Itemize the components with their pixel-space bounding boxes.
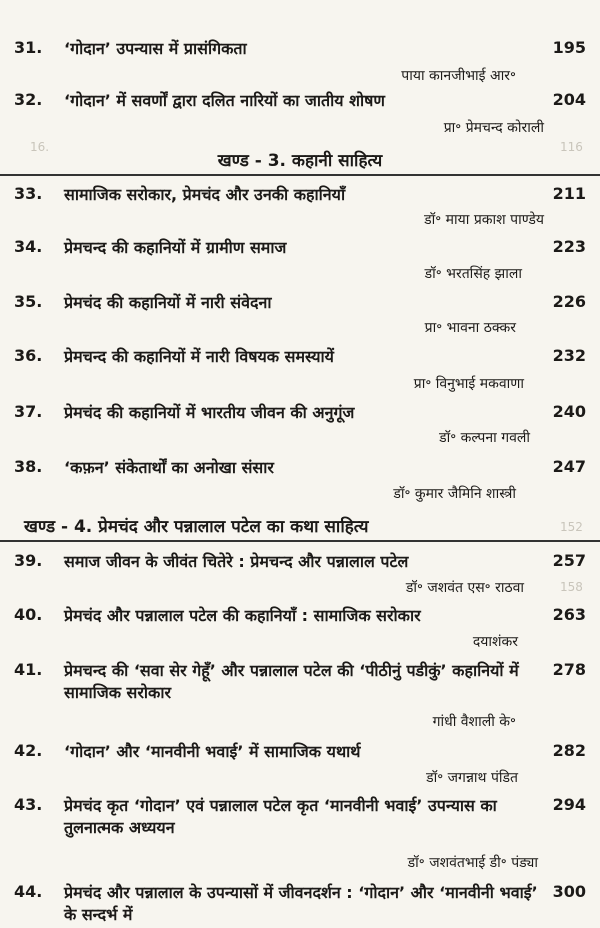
entry-title: ‘गोदान’ में सवर्णों द्वारा दलित नारियों का जातीय शोषण (64, 91, 385, 110)
bleed-through-text: 116 (560, 140, 583, 154)
entry-author: डॉ॰ कुमार जैमिनि शास्त्री (393, 486, 516, 502)
entry-number: 33. (14, 184, 43, 203)
bleed-through-text: 16. (30, 140, 50, 154)
entry-number: 38. (14, 457, 43, 476)
entry-page: 226 (552, 292, 586, 311)
entry-page: 204 (552, 90, 586, 109)
entry-number: 37. (14, 402, 43, 421)
entry-number: 42. (14, 741, 43, 760)
entry-page: 278 (552, 660, 586, 679)
entry-number: 44. (14, 882, 43, 901)
entry-number: 31. (14, 38, 43, 57)
entry-title: प्रेमचंद कृत ‘गोदान’ एवं पन्नालाल पटेल कृत ‘मानवीनी भवाई’ उपन्यास का तुलनात्मक अध्ययन (64, 796, 497, 837)
entry-page: 195 (552, 38, 586, 57)
entry-number: 35. (14, 292, 43, 311)
section-heading: खण्ड - 4. प्रेमचंद और पन्नालाल पटेल का कथा साहित्य (0, 514, 600, 542)
entry-number: 34. (14, 237, 43, 256)
entry-title: प्रेमचंद और पन्नालाल पटेल की कहानियाँ : सामाजिक सरोकार (64, 606, 421, 625)
entry-page: 211 (552, 184, 586, 203)
entry-number: 40. (14, 605, 43, 624)
entry-title: प्रेमचंद की कहानियों में भारतीय जीवन की अनुगूंज (64, 403, 355, 422)
entry-title: सामाजिक सरोकार, प्रेमचंद और उनकी कहानियाँ (64, 185, 346, 204)
entry-page: 240 (552, 402, 586, 421)
entry-author: डॉ॰ भरतसिंह झाला (424, 266, 522, 282)
entry-page: 232 (552, 346, 586, 365)
entry-author: गांधी वैशाली के॰ (432, 714, 516, 730)
entry-page: 263 (552, 605, 586, 624)
entry-title: प्रेमचन्द की कहानियों में नारी विषयक समस्यायें (64, 347, 334, 366)
bleed-through-text: 158 (560, 580, 583, 594)
bleed-through-text: 152 (560, 520, 583, 534)
entry-number: 39. (14, 551, 43, 570)
entry-title: प्रेमचन्द की ‘सवा सेर गेहूँ’ और पन्नालाल पटेल की ‘पीठीनुं पडीकुं’ कहानियों में सामाजिक सरोकार (64, 661, 519, 702)
entry-number: 41. (14, 660, 43, 679)
entry-author: प्रा॰ भावना ठक्कर (424, 320, 516, 336)
entry-page: 300 (552, 882, 586, 901)
entry-author: डॉ॰ कल्पना गवली (439, 430, 530, 446)
entry-author: प्रा॰ विनुभाई मकवाणा (413, 376, 524, 392)
entry-author: डॉ॰ माया प्रकाश पाण्डेय (424, 212, 544, 228)
entry-title: ‘कफ़न’ संकेतार्थों का अनोखा संसार (64, 458, 274, 477)
entry-page: 247 (552, 457, 586, 476)
entry-page: 294 (552, 795, 586, 814)
entry-title: समाज जीवन के जीवंत चितेरे : प्रेमचन्द और पन्नालाल पटेल (64, 552, 409, 571)
entry-author: डॉ॰ जगन्नाथ पंडित (426, 770, 518, 786)
entry-author: दयाशंकर (472, 634, 518, 650)
entry-author: पाया कानजीभाई आर॰ (401, 68, 516, 84)
entry-title: प्रेमचंद और पन्नालाल के उपन्यासों में जीवनदर्शन : ‘गोदान’ और ‘मानवीनी भवाई’ के सन्दर्भ में (64, 883, 538, 924)
entry-author: डॉ॰ जशवंत एस॰ राठवा (405, 580, 524, 596)
entry-page: 223 (552, 237, 586, 256)
entry-number: 36. (14, 346, 43, 365)
entry-page: 282 (552, 741, 586, 760)
section-heading: खण्ड - 3. कहानी साहित्य (0, 148, 600, 176)
entry-title: प्रेमचन्द की कहानियों में ग्रामीण समाज (64, 238, 287, 257)
entry-title: प्रेमचंद की कहानियों में नारी संवेदना (64, 293, 272, 312)
entry-page: 257 (552, 551, 586, 570)
entry-number: 43. (14, 795, 43, 814)
entry-title: ‘गोदान’ उपन्यास में प्रासंगिकता (64, 39, 247, 58)
entry-title: ‘गोदान’ और ‘मानवीनी भवाई’ में सामाजिक यथार्थ (64, 742, 361, 761)
entry-number: 32. (14, 90, 43, 109)
entry-author: डॉ॰ जशवंतभाई डी॰ पंड्या (407, 855, 538, 871)
entry-author: प्रा॰ प्रेमचन्द कोराली (443, 120, 544, 136)
